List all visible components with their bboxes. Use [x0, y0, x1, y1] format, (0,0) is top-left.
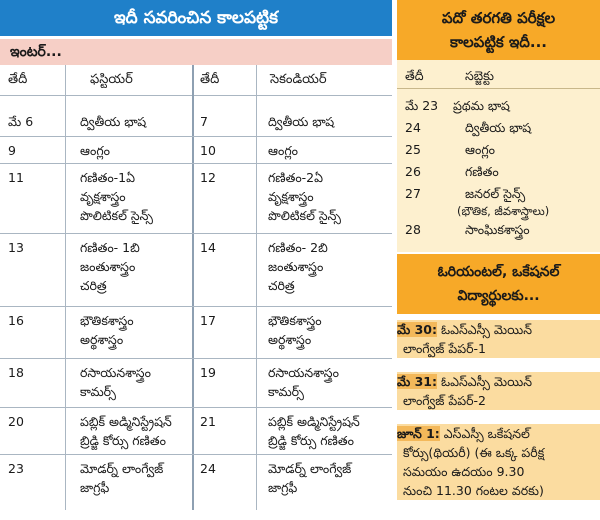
oriental-text: లాంగ్వేజ్ పేపర్-2: [403, 393, 486, 408]
divider: [65, 65, 66, 510]
ssc-date: 28: [405, 222, 421, 237]
date-cell: 14: [200, 240, 216, 255]
subject-cell: మోడర్న్ లాంగ్వేజ్: [80, 461, 164, 476]
ssc-subject: సాంఘికశాస్త్రం: [465, 222, 530, 237]
ssc-title-line-2: కాలపట్టిక ఇదీ...: [450, 33, 547, 51]
ssc-date: 24: [405, 120, 421, 135]
ssc-subject: గణితం: [465, 164, 499, 179]
oriental-title-line-2: విద్యార్థులకు...: [457, 288, 540, 304]
subject-cell: జంతుశాస్త్రం: [268, 259, 324, 274]
subject-cell: మోడర్న్ లాంగ్వేజ్: [268, 461, 352, 476]
subject-cell: వృక్షశాస్త్రం: [268, 189, 314, 204]
subject-cell: పబ్లిక్ అడ్మినిస్ట్రేషన్: [268, 414, 360, 429]
row-divider: [0, 233, 392, 234]
row-divider: [0, 407, 392, 408]
oriental-text: ఓఎస్ఎస్సీ మెయిన్: [440, 374, 533, 389]
ssc-subject: ద్వితీయ భాష: [465, 120, 532, 135]
subject-cell: చరిత్ర: [80, 278, 107, 293]
date-cell: 16: [8, 313, 24, 328]
ssc-date: 25: [405, 142, 421, 157]
oriental-text: సమయం ఉదయం 9.30: [403, 464, 525, 479]
date-cell: మే 6: [8, 114, 34, 129]
oriental-item: [397, 372, 600, 410]
col-first-year: ఫస్టియర్: [90, 72, 133, 87]
subject-cell: ఆంగ్లం: [80, 143, 110, 158]
ssc-subject: ప్రథమ భాష: [453, 98, 510, 113]
subject-cell: గణితం- 2బి: [268, 240, 328, 255]
ssc-subject: జనరల్ సైన్స్: [465, 186, 526, 201]
subject-cell: బ్రిడ్జి కోర్సు గణితం: [268, 433, 354, 448]
subject-cell: పొలిటికల్ సైన్స్: [80, 208, 153, 223]
ssc-date: మే 23: [405, 98, 439, 113]
ssc-title: [397, 0, 600, 60]
subject-cell: ద్వితీయ భాష: [268, 114, 335, 129]
divider: [256, 65, 257, 510]
date-cell: 18: [8, 365, 24, 380]
subject-cell: జాగ్రఫీ: [268, 480, 298, 495]
date-cell: 21: [200, 414, 216, 429]
subject-cell: గణితం-1ఏ: [80, 170, 136, 185]
subject-cell: ఆంగ్లం: [268, 143, 298, 158]
subject-cell: జాగ్రఫీ: [80, 480, 110, 495]
oriental-item: [397, 424, 600, 500]
oriental-date: మే 31:: [397, 374, 437, 389]
ssc-date: 26: [405, 164, 421, 179]
ssc-col-subject: సబ్జెక్టు: [465, 68, 495, 83]
row-divider: [0, 306, 392, 307]
oriental-text: నుంచి 11.30 గంటల వరకు): [403, 483, 544, 498]
subject-cell: భౌతికశాస్త్రం: [268, 313, 322, 328]
row-divider: [0, 136, 392, 137]
date-cell: 23: [8, 461, 24, 476]
subject-cell: గణితం-2ఏ: [268, 170, 324, 185]
subject-cell: రసాయనశాస్త్రం: [80, 365, 151, 380]
ssc-date: 27: [405, 186, 421, 201]
oriental-title-line-1: ఓరియంటల్, ఒకేషనల్: [437, 264, 560, 280]
subject-cell: వృక్షశాస్త్రం: [80, 189, 126, 204]
ssc-subject: ఆంగ్లం: [465, 142, 495, 157]
subject-cell: జంతుశాస్త్రం: [80, 259, 136, 274]
oriental-date: జూన్ 1:: [397, 426, 440, 441]
subject-cell: కామర్స్: [268, 384, 304, 399]
date-cell: 9: [8, 143, 16, 158]
date-cell: 11: [8, 170, 24, 185]
subject-cell: అర్థశాస్త్రం: [268, 332, 312, 347]
date-cell: 13: [8, 240, 24, 255]
subject-cell: పొలిటికల్ సైన్స్: [268, 208, 341, 223]
oriental-date: మే 30:: [397, 322, 437, 337]
row-divider: [0, 454, 392, 455]
oriental-text: కోర్సు(థియరీ) (ఈ ఒక్క పరీక్ష: [403, 445, 545, 460]
ssc-subject: (భౌతిక, జీవశాస్త్రాలు): [457, 204, 550, 218]
inter-title: ఇదీ సవరించిన కాలపట్టిక: [0, 0, 392, 36]
oriental-item: [397, 320, 600, 358]
ssc-title-line-1: పదో తరగతి పరీక్షల: [441, 9, 556, 27]
row-divider: [0, 163, 392, 164]
ssc-panel: [397, 0, 600, 520]
subject-cell: చరిత్ర: [268, 278, 295, 293]
inter-column-headers: [0, 65, 392, 96]
ssc-table: [397, 60, 600, 252]
divider: [192, 65, 194, 510]
date-cell: 12: [200, 170, 216, 185]
oriental-text: ఓఎస్ఎస్సీ మెయిన్: [440, 322, 533, 337]
subject-cell: గణితం- 1బి: [80, 240, 140, 255]
subject-cell: అర్థశాస్త్రం: [80, 332, 124, 347]
date-cell: 10: [200, 143, 216, 158]
subject-cell: భౌతికశాస్త్రం: [80, 313, 134, 328]
subject-cell: ద్వితీయ భాష: [80, 114, 147, 129]
date-cell: 20: [8, 414, 24, 429]
oriental-title: [397, 254, 600, 314]
subject-cell: కామర్స్: [80, 384, 116, 399]
row-divider: [0, 358, 392, 359]
col-date-1: తేదీ: [8, 72, 28, 87]
date-cell: 19: [200, 365, 216, 380]
date-cell: 24: [200, 461, 216, 476]
subject-cell: పబ్లిక్ అడ్మినిస్ట్రేషన్: [80, 414, 172, 429]
inter-label: ఇంటర్...: [0, 39, 392, 65]
oriental-text: ఎస్ఎస్సీ ఒకేషనల్: [443, 426, 530, 441]
date-cell: 7: [200, 114, 208, 129]
col-second-year: సెకండియర్: [270, 72, 327, 87]
ssc-col-date: తేదీ: [405, 68, 424, 83]
col-date-2: తేదీ: [200, 72, 220, 87]
subject-cell: బ్రిడ్జి కోర్సు గణితం: [80, 433, 166, 448]
date-cell: 17: [200, 313, 216, 328]
oriental-text: లాంగ్వేజ్ పేపర్-1: [403, 341, 486, 356]
divider: [397, 88, 600, 89]
subject-cell: రసాయనశాస్త్రం: [268, 365, 339, 380]
